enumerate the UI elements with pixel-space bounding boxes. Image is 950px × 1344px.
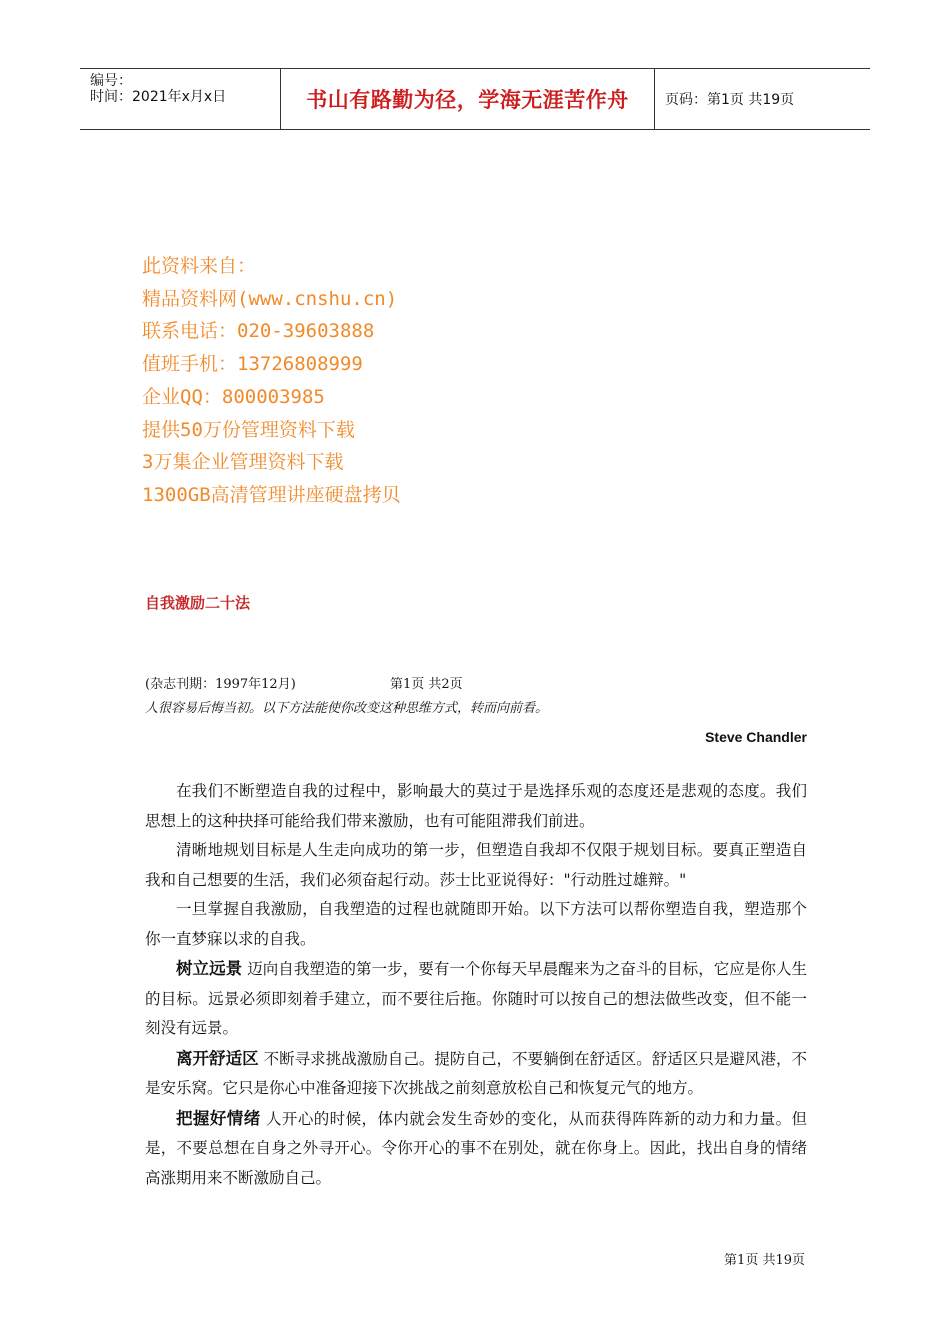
article-meta [145,673,463,692]
ad-line: 提供50万份管理资料下载 [142,418,355,441]
article-body [145,777,807,1193]
paragraph [145,1104,807,1194]
section-keyword: 离开舒适区 [176,1048,259,1068]
article-page-of: 第1页 共2页 [390,677,463,692]
article-title: 自我激励二十法 [145,594,251,612]
paragraph [145,836,807,895]
document-number-label: 编号： [90,73,132,89]
ad-line: 3万集企业管理资料下载 [142,451,344,474]
section-keyword: 把握好情绪 [176,1108,261,1128]
source-advertisement [142,250,401,512]
header-meta [80,69,281,129]
ad-line: 1300GB高清管理讲座硬盘拷贝 [142,483,401,506]
ad-line: 精品资料网(www.cnshu.cn) [142,287,398,310]
article-intro: 人很容易后悔当初。以下方法能使你改变这种思维方式，转而向前看。 [145,701,549,716]
ad-line: 联系电话：020-39603888 [142,320,375,343]
paragraph [145,895,807,954]
paragraph-text: 迈向自我塑造的第一步，要有一个你每天早晨醒来为之奋斗的目标，它应是你人生的目标。远景必须即刻着手建立，而不要往后拖。你随时可以按自己的想法做些改变，但不能一刻没有远景。 [145,960,808,1037]
header-slogan: 书山有路勤为径，学海无涯苦作舟 [281,69,655,129]
paragraph-text: 在我们不断塑造自我的过程中，影响最大的莫过于是选择乐观的态度还是悲观的态度。我们思想上的这种抉择可能给我们带来激励，也有可能阻滞我们前进。 [145,782,807,830]
paragraph [145,777,807,836]
paragraph-text: 人开心的时候，体内就会发生奇妙的变化，从而获得阵阵新的动力和力量。但是，不要总想在自身之外寻开心。令你开心的事不在别处，就在你身上。因此，找出自身的情绪高涨期用来不断激励自己。 [145,1109,807,1187]
paragraph-text: 不断寻求挑战激励自己。提防自己，不要躺倒在舒适区。舒适区只是避风港，不是安乐窝。它只是你心中准备迎接下次挑战之前刻意放松自己和恢复元气的地方。 [145,1049,808,1097]
article-issue: (杂志刊期：1997年12月) [145,677,296,692]
section-keyword: 树立远景 [176,959,243,978]
document-time-label: 时间：2021年x月x日 [90,89,227,105]
paragraph-text: 一旦掌握自我激励，自我塑造的过程也就随即开始。以下方法可以帮你塑造自我，塑造那个你一直梦寐以求的自我。 [145,900,807,948]
article-author: Steve Chandler [705,729,807,745]
ad-line: 此资料来自： [142,255,257,277]
ad-line: 企业QQ：800003985 [142,385,325,408]
paragraph-text: 清晰地规划目标是人生走向成功的第一步，但塑造自我却不仅限于规划目标。要真正塑造自我和自己想要的生活，我们必须奋起行动。莎士比亚说得好："行动胜过雄辩。" [145,841,807,889]
paragraph [145,954,807,1044]
page-header [80,68,870,130]
header-page-info: 页码：第1页 共19页 [665,92,795,108]
paragraph [145,1044,807,1104]
ad-line: 值班手机：13726808999 [142,353,363,376]
page-footer: 第1页 共19页 [724,1253,805,1268]
